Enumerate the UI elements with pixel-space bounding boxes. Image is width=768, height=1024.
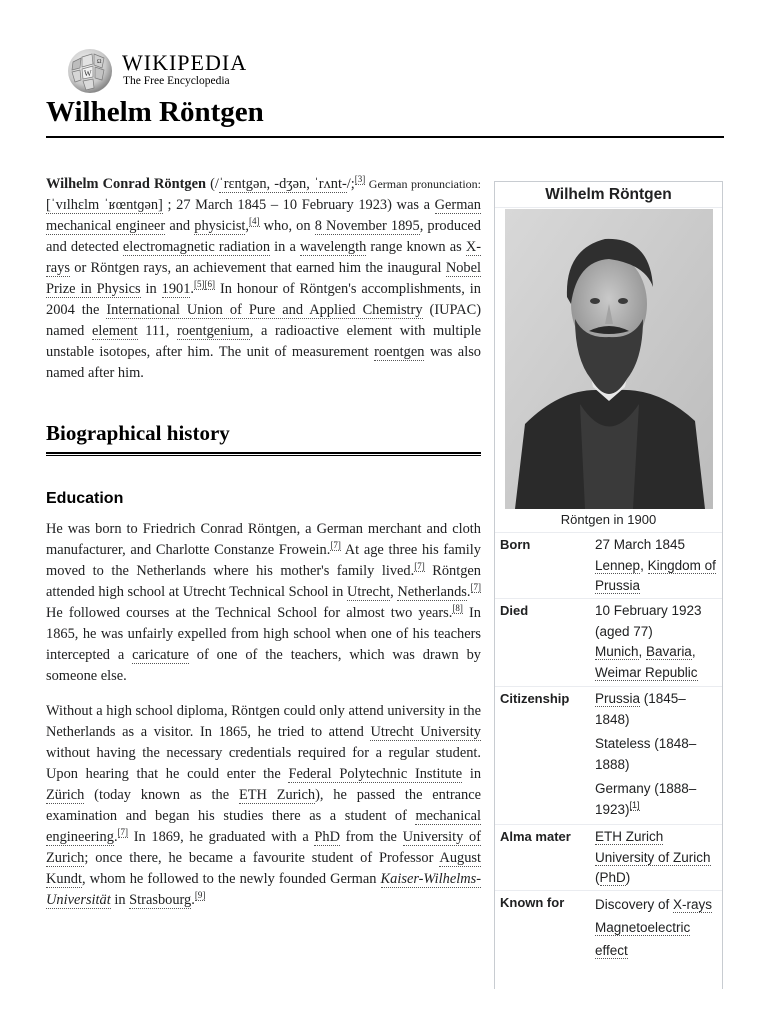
text: /; — [346, 176, 355, 192]
text: who, on — [259, 218, 315, 234]
svg-text:Ω: Ω — [97, 59, 102, 65]
text: He followed courses at the Technical School for almost two years. — [46, 605, 453, 621]
link-nobel-prize-physics[interactable]: Nobel Prize in Physics — [46, 260, 481, 297]
text: . — [466, 584, 471, 600]
alma-mater-note: (PhD) — [595, 870, 631, 885]
link-university-of-zurich-infobox[interactable]: University of Zurich — [595, 849, 711, 865]
link-phd[interactable]: PhD — [314, 829, 340, 845]
link-german[interactable]: German — [434, 197, 481, 213]
subsection-heading-education: Education — [46, 490, 124, 507]
title-divider — [46, 136, 724, 138]
text: , — [638, 644, 647, 659]
link-roentgen-unit[interactable]: roentgen — [374, 344, 425, 360]
link-x-rays-infobox[interactable]: X-rays — [673, 897, 713, 912]
link-x-rays[interactable]: X-rays — [46, 239, 481, 276]
born-value — [595, 535, 719, 597]
infobox — [494, 181, 723, 989]
died-label: Died — [500, 603, 529, 618]
link-prussia[interactable]: Prussia — [595, 691, 641, 706]
link-physicist[interactable]: physicist — [194, 218, 246, 234]
link-bavaria[interactable]: Bavaria — [646, 644, 692, 659]
died-value — [595, 601, 719, 683]
link-strasbourg[interactable]: Strasbourg — [129, 892, 192, 908]
died-date: 10 February 1923 — [595, 603, 702, 618]
alma-mater-label: Alma mater — [500, 829, 571, 844]
link-utrecht-university[interactable]: Utrecht University — [370, 724, 481, 740]
text: ; once there, he became a favourite student of Professor — [84, 850, 440, 866]
link-eth-zurich-infobox[interactable]: ETH Zurich — [595, 829, 664, 844]
text: In 1869, he graduated with a — [128, 829, 315, 845]
born-label: Born — [500, 537, 531, 552]
died-age: (aged 77) — [595, 623, 653, 639]
text: or Röntgen rays, an achievement that earned him the inaugural — [69, 260, 446, 276]
link-university-of-zurich[interactable]: University of Zurich — [46, 829, 481, 866]
citation-7[interactable]: [7] — [414, 561, 425, 572]
section-divider — [46, 452, 481, 456]
text: , — [691, 644, 696, 659]
link-kaiser-wilhelms-universitat[interactable]: Kaiser-Wilhelms-Universität — [46, 871, 481, 908]
text: in — [140, 281, 162, 297]
born-place — [595, 556, 719, 597]
text: in — [110, 892, 130, 908]
citizenship-germany — [595, 779, 719, 820]
wikipedia-globe-icon[interactable] — [64, 46, 116, 94]
infobox-row-died — [495, 598, 722, 687]
text: In honour of Röntgen's accomplishments, in 2004 the — [46, 281, 481, 318]
citation-9[interactable]: [9] — [194, 890, 206, 901]
text: In 1865, he was unfairly expelled from high school when one of his teachers intercepted a — [46, 605, 481, 663]
text: Without a high school diploma, Röntgen could only attend university in the Netherlands as a visitor. In 1865, he tried to attend — [46, 703, 481, 740]
page-title: Wilhelm Röntgen — [46, 96, 264, 128]
alma-mater-value — [595, 827, 719, 889]
link-caricature[interactable]: caricature — [132, 647, 189, 663]
infobox-title: Wilhelm Röntgen — [545, 186, 672, 203]
link-utrecht[interactable]: Utrecht — [346, 584, 391, 600]
citizenship-label: Citizenship — [500, 691, 570, 706]
alma-mater-item — [595, 827, 719, 848]
german-ipa-link[interactable]: [ˈvɪlhɛlm ˈʁœntɡən] — [46, 197, 163, 213]
text: , — [640, 557, 648, 573]
text: was also named after him. — [46, 344, 481, 381]
text: , a radioactive element with multiple unstable isotopes, after him. The unit of measurement — [46, 323, 481, 360]
known-for-value — [595, 893, 719, 962]
link-wavelength[interactable]: wavelength — [299, 239, 367, 255]
infobox-row-born — [495, 532, 722, 599]
citation-4[interactable]: [4] — [249, 216, 260, 227]
link-element[interactable]: element — [92, 323, 138, 339]
link-kingdom-of-prussia[interactable]: Kingdom of Prussia — [595, 557, 716, 593]
text: At age three his family moved to the Netherlands where his mother's family lived. — [46, 542, 481, 579]
text: , whom he followed to the newly founded German — [81, 871, 381, 887]
link-mechanical-engineering[interactable]: mechanical engineering — [46, 808, 481, 845]
text: , — [390, 584, 398, 600]
born-date: 27 March 1845 — [595, 537, 686, 552]
link-eth-zurich[interactable]: ETH Zurich — [238, 787, 316, 803]
infobox-row-citizenship — [495, 686, 722, 825]
link-1901[interactable]: 1901 — [161, 281, 191, 297]
text: . — [191, 892, 195, 908]
link-federal-polytechnic-institute[interactable]: Federal Polytechnic Institute — [288, 766, 463, 782]
text: and — [165, 218, 195, 234]
citizenship-value — [595, 689, 719, 820]
known-for-item — [595, 916, 719, 962]
text: Germany (1888–1923) — [595, 781, 697, 817]
text: He was born to Friedrich Conrad Röntgen, a German merchant and cloth manufacturer, and Charlotte Constanze Frowein. — [46, 521, 481, 558]
text: in — [462, 766, 482, 782]
text: range known as — [366, 239, 466, 255]
subject-name: Wilhelm Conrad Röntgen — [46, 176, 206, 192]
alma-mater-item — [595, 848, 719, 869]
text: . — [190, 281, 195, 297]
citation-1[interactable]: [1] — [629, 800, 640, 810]
portrait-caption: Röntgen in 1900 — [560, 512, 657, 527]
citation-3[interactable]: [3] — [354, 174, 366, 185]
link-august-kundt[interactable]: August Kundt — [46, 850, 481, 887]
link-netherlands[interactable]: Netherlands — [397, 584, 467, 600]
text: of one of the teachers, which was drawn by someone else. — [46, 647, 481, 684]
text: ; 27 March 1845 – 10 February 1923) was a — [162, 197, 435, 213]
text: in a — [270, 239, 300, 255]
infobox-divider — [495, 207, 722, 208]
citizenship-stateless: Stateless (1848–1888) — [595, 736, 697, 772]
pronunciation-ipa-link[interactable]: ˈrɛntgən, -dʒən, ˈrʌnt- — [218, 176, 347, 192]
citizenship-prussia — [595, 689, 719, 730]
link-roentgenium[interactable]: roentgenium — [177, 323, 250, 339]
citation-7[interactable]: [7] — [470, 582, 481, 593]
german-pronunciation-label: German pronunciation: — [365, 177, 481, 191]
education-paragraph-2 — [46, 701, 481, 911]
text: (1845–1848) — [595, 691, 686, 727]
text: , — [245, 218, 250, 234]
text: 111, — [137, 323, 177, 339]
infobox-row-known-for — [495, 890, 722, 991]
wikipedia-wordmark[interactable]: WIKIPEDIA — [122, 50, 248, 75]
text: from the — [340, 829, 403, 845]
link-zurich[interactable]: Zürich — [46, 787, 85, 803]
link-mechanical-engineer[interactable]: mechanical engineer — [46, 218, 166, 234]
text: . — [113, 829, 118, 845]
text: (today known as the — [84, 787, 239, 803]
intro-paragraph — [46, 174, 481, 384]
text: (/ — [205, 176, 219, 192]
link-electromagnetic-radiation[interactable]: electromagnetic radiation — [122, 239, 271, 255]
text: (IUPAC) named — [46, 302, 481, 339]
text: , produced and detected — [46, 218, 481, 255]
link-lennep[interactable]: Lennep — [595, 557, 641, 573]
died-place — [595, 642, 719, 683]
infobox-row-alma-mater — [495, 824, 722, 891]
known-for-label: Known for — [500, 895, 565, 910]
text: ), he passed the entrance examination and began his studies there as a student of — [46, 787, 481, 824]
citation-7[interactable]: [7] — [117, 827, 129, 838]
text: Röntgen attended high school at Utrecht Technical School in — [46, 563, 481, 600]
link-8-november-1895[interactable]: 8 November 1895 — [314, 218, 420, 234]
section-heading-biographical-history: Biographical history — [46, 421, 230, 445]
link-phd-infobox[interactable]: PhD — [599, 870, 626, 885]
known-for-item — [595, 893, 719, 916]
link-munich[interactable]: Munich — [595, 644, 639, 659]
svg-text:W: W — [84, 69, 92, 78]
text: Discovery of — [595, 897, 674, 912]
citation-7[interactable]: [7] — [330, 540, 341, 551]
link-magnetoelectric-effect[interactable]: Magnetoelectric effect — [595, 920, 691, 958]
wikipedia-tagline: The Free Encyclopedia — [123, 75, 230, 87]
citation-5[interactable]: [5] — [194, 279, 205, 290]
portrait-photo[interactable] — [505, 209, 713, 509]
link-weimar-republic[interactable]: Weimar Republic — [595, 664, 698, 680]
link-iupac[interactable]: International Union of Pure and Applied Chemistry — [106, 302, 423, 318]
citation-6[interactable]: [6] — [204, 279, 216, 290]
education-paragraph-1 — [46, 519, 481, 687]
citation-8[interactable]: [8] — [452, 603, 463, 614]
text: without having the necessary credentials required for a regular student. Upon hearing that he could enter the — [46, 745, 481, 782]
